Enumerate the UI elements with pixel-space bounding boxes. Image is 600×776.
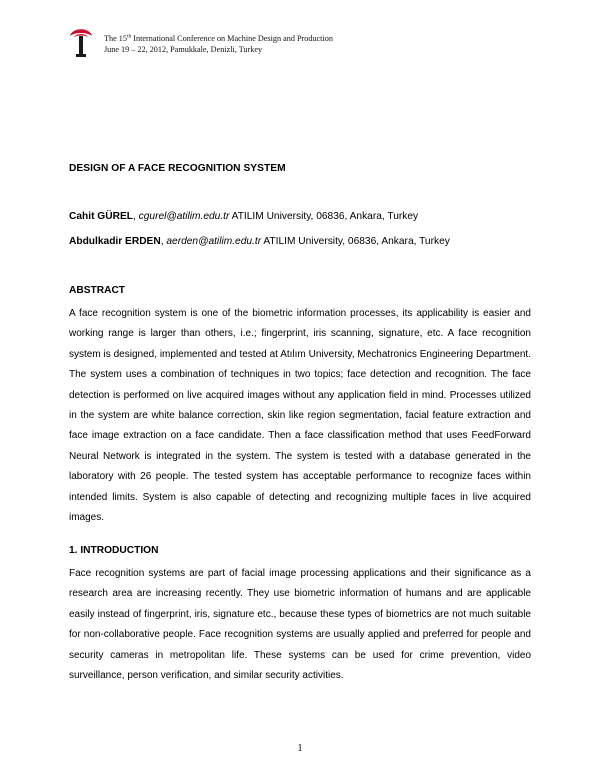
- abstract-heading: ABSTRACT: [69, 285, 126, 296]
- page-number: 1: [297, 743, 303, 754]
- author-affiliation: ATILIM University, 06836, Ankara, Turkey: [231, 211, 419, 222]
- conference-dates: June 19 – 22, 2012, Pamukkale, Denizli, Turkey: [104, 45, 263, 54]
- author-line: Abdulkadir ERDEN, aerden@atilim.edu.tr ATILIM University, 06836, Ankara, Turkey: [69, 236, 450, 247]
- paper-title: DESIGN OF A FACE RECOGNITION SYSTEM: [69, 163, 286, 174]
- author-name: Abdulkadir ERDEN: [69, 236, 161, 247]
- author-email[interactable]: aerden@atilim.edu.tr: [166, 236, 262, 247]
- conference-logo-icon: [66, 24, 96, 58]
- introduction-text: Face recognition systems are part of facial image processing applications and their significance as a research area are increasing recently. They use biometric information of humans and are applicable easily instead of fingerprint, iris, signature etc., because these types of biometrics are not much suitable for non-collaborative people. Face recognition systems are usually applied and preferred for people and security cameras in metropolitan life. These systems can be used for crime prevention, video surveillance, person verification, and similar security activities.: [69, 568, 531, 682]
- author-affiliation: ATILIM University, 06836, Ankara, Turkey: [263, 236, 450, 247]
- author-line: Cahit GÜREL, cgurel@atilim.edu.tr ATILIM University, 06836, Ankara, Turkey: [69, 211, 419, 222]
- conference-info: [104, 33, 333, 55]
- introduction-heading: 1. INTRODUCTION: [69, 545, 159, 556]
- author-email[interactable]: cgurel@atilim.edu.tr: [138, 211, 230, 222]
- conference-header: [66, 24, 333, 58]
- author-name: Cahit GÜREL: [69, 211, 133, 222]
- conference-name: The 15th International Conference on Machine Design and Production: [104, 33, 333, 43]
- abstract-text: A face recognition system is one of the biometric information processes, its applicability is easier and working range is larger than others, i.e.; fingerprint, iris scanning, signature, etc. A face recognition system is designed, implemented and tested at Atılım University, Mechatronics Engineering Department. The system uses a combination of techniques in two topics; face detection and recognition. The face detection is performed on live acquired images without any application field in mind. Processes utilized in the system are white balance correction, skin like region segmentation, facial feature extraction and face image extraction on a face candidate. Then a face classification method that uses FeedForward Neural Network is integrated in the system. The system is tested with a database generated in the laboratory with 26 people. The tested system has acceptable performance to recognize faces within intended limits. System is also capable of detecting and recognizing multiple faces in live acquired images.: [69, 308, 531, 524]
